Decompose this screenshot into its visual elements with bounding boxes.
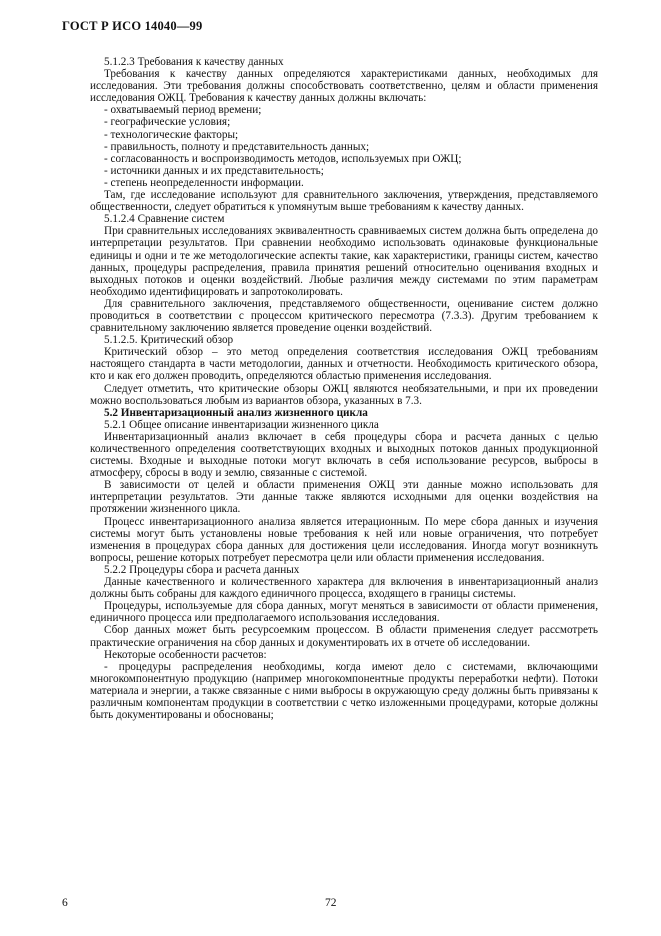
page-number-left: 6 [62, 897, 68, 909]
section-heading-5-1-2-4: 5.1.2.4 Сравнение систем [104, 213, 225, 226]
paragraph: Процедуры, используемые для сбора данных, могут меняться в зависимости от области применения, единичного процесса или предполагаемого использования исследования. [90, 600, 598, 625]
section-heading-5-2-1: 5.2.1 Общее описание инвентаризации жизненного цикла [104, 418, 379, 431]
paragraph: Инвентаризационный анализ включает в себя процедуры сбора и расчета данных с целью количественного определения соответствующих входных и выходных потоков данных продукционной системы. Входные и выходные потоки могут включать в себя использование ресурсов, выбросы в атмосферу, сбросы в воду и землю, связанные с системой. [90, 430, 598, 480]
list-item: - правильность, полноту и представительность данных; [104, 140, 370, 153]
paragraph: Требования к качеству данных определяются характеристиками данных, необходимых для исследования. Эти требования должны способствовать соответственно, целям и области применения исследования ОЖЦ. Требования к качеству данных должны включать: [90, 68, 598, 105]
requirements-list [90, 104, 598, 189]
paragraph: Процесс инвентаризационного анализа является итерационным. По мере сбора данных и изучения системы могут быть установлены новые требования к ней или новые ограничения, что потребует изменения в процедурах сбора данных для достижения цели исследования. Иногда могут возникнуть вопросы, решение которых потребует пересмотра цели или области применения исследования. [90, 515, 598, 564]
section-heading-5-1-2-3: 5.1.2.3 Требования к качеству данных [104, 56, 284, 68]
paragraph: - процедуры распределения необходимы, когда имеют дело с системами, включающими многокомпонентную продукцию (например многокомпонентные продукты переработки нефти). Потоки материала и энергии, а также связанные с ними выбросы в окружающую среду должны быть привязаны к различным компонентам продукции в соответствии с четко изложенными процедурами, которые должны быть документированы и обоснованы; [90, 660, 598, 722]
section-heading-5-2: 5.2 Инвентаризационный анализ жизненного цикла [104, 406, 368, 419]
list-item: - степень неопределенности информации. [104, 176, 304, 189]
paragraph: Критический обзор – это метод определения соответствия исследования ОЖЦ требованиям настоящего стандарта в части методологии, данных и отчетности. Необходимость критического обзора, кто и как его должен проводить, определяются областью применения исследования. [90, 346, 598, 383]
paragraph: Некоторые особенности расчетов: [104, 648, 267, 661]
section-heading-5-1-2-5: 5.1.2.5. Критический обзор [104, 334, 234, 347]
section-heading-5-2-2: 5.2.2 Процедуры сбора и расчета данных [104, 563, 300, 576]
list-item: - охватываемый период времени; [104, 104, 262, 117]
list-item: - согласованность и воспроизводимость методов, используемых при ОЖЦ; [104, 152, 462, 165]
paragraph: Для сравнительного заключения, представляемого общественности, оценивание систем должно проводиться в соответствии с процессом критического пересмотра (7.3.3). Другим требованием к сравнительному заключению является проведение оценки воздействий. [90, 297, 598, 335]
list-item: - источники данных и их представительность; [104, 164, 324, 177]
list-item: - технологические факторы; [104, 128, 239, 141]
paragraph: В зависимости от целей и области применения ОЖЦ эти данные можно использовать для интерпретации результатов. Эти данные также являются исходными для оценки воздействия на протяжении жизненного цикла. [90, 479, 598, 516]
paragraph: Сбор данных может быть ресурсоемким процессом. В области применения следует рассмотреть практические ограничения на сбор данных и документировать их в отчете об исследовании. [90, 624, 598, 649]
page-number-center: 72 [325, 897, 337, 909]
paragraph: Следует отметить, что критические обзоры ОЖЦ являются необязательными, и при их проведении можно воспользоваться любым из вариантов обзора, указанных в 7.3. [90, 382, 598, 407]
list-item: - географические условия; [104, 116, 231, 129]
paragraph: При сравнительных исследованиях эквивалентность сравниваемых систем должна быть определена до интерпретации результатов. При сравнении необходимо использовать одинаковые функциональные единицы и одни и те же методологические аспекты такие, как характеристики, границы систем, качество данных, процедуры распределения, правила принятия решений относительно оценивания входных и выходных потоков и оценки воздействий. Любые различия между системами по этим параметрам необходимо идентифицировать и запротоколировать. [90, 225, 598, 298]
running-header: ГОСТ Р ИСО 14040—99 [62, 19, 203, 33]
paragraph: Там, где исследование используют для сравнительного заключения, утверждения, представляемого общественности, следует обратиться к упомянутым выше требованиям к качеству данных. [90, 189, 598, 214]
document-body [90, 56, 598, 721]
paragraph: Данные качественного и количественного характера для включения в инвентаризационный анализ должны быть собраны для каждого единичного процесса, входящего в границы системы. [90, 576, 598, 601]
